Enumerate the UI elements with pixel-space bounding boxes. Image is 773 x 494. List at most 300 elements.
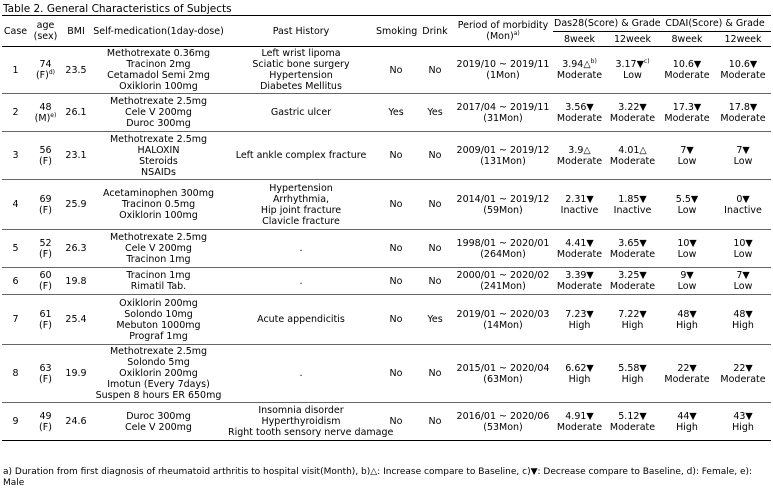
age-sex [29, 132, 62, 180]
history-list [227, 132, 375, 180]
grade-label: High [676, 319, 698, 331]
header-period [453, 16, 553, 47]
age-sex [29, 230, 62, 268]
header-das-8week: 8week [553, 32, 606, 47]
case-number: 3 [2, 132, 29, 180]
cdai-8week [659, 230, 715, 268]
age-sex [29, 295, 62, 345]
period-months: (1Mon) [486, 70, 520, 81]
score-value: 10.6▼ [672, 59, 702, 70]
drink-value: No [417, 403, 453, 441]
period-months: (53Mon) [483, 421, 523, 433]
medication-list [90, 345, 227, 403]
das-8week [553, 268, 606, 295]
bmi-value: 25.9 [62, 180, 90, 230]
drink-value: No [417, 345, 453, 403]
drink-value: No [417, 230, 453, 268]
header-case: Case [2, 16, 29, 47]
medication-item: Oxiklorin 200mg [119, 368, 198, 379]
das-12week [606, 94, 659, 132]
score-value: 10▼ [677, 237, 697, 249]
history-item: Diabetes Mellitus [260, 81, 342, 92]
medication-item: Oxiklorin 100mg [119, 210, 198, 221]
smoking-value: No [375, 403, 417, 441]
case-number: 5 [2, 230, 29, 268]
bmi-value: 23.1 [62, 132, 90, 180]
score-value: 17.3▼ [672, 101, 702, 113]
grade-label: Low [677, 155, 697, 167]
das-12week [606, 295, 659, 345]
footnote-marker: e) [50, 111, 57, 119]
history-item: Clavicle fracture [262, 215, 340, 227]
history-item: Right tooth sensory nerve damage [228, 427, 394, 438]
medication-item: Imotun (Every 7days) [107, 379, 210, 390]
history-list [227, 268, 375, 295]
age-sex [29, 268, 62, 295]
grade-label: Low [733, 248, 753, 260]
medication-item: Tracinon 0.5mg [121, 199, 196, 210]
grade-label: Moderate [556, 112, 603, 124]
table-body [2, 47, 771, 441]
cdai-8week [659, 295, 715, 345]
grade-label: Low [677, 248, 697, 260]
smoking-value: No [375, 295, 417, 345]
score-value: 44▼ [677, 410, 697, 422]
smoking-value: No [375, 230, 417, 268]
table-row [2, 403, 771, 441]
age: 63 [39, 362, 52, 374]
score-value: 4.91▼ [565, 410, 594, 422]
medication-item: Tracinon 2mg [126, 59, 191, 70]
history-list [227, 403, 394, 441]
grade-label: Moderate [609, 112, 656, 124]
sex: (F) [39, 281, 52, 292]
period-months: (264Mon) [480, 248, 526, 260]
table-row [2, 132, 771, 180]
age: 60 [39, 270, 52, 281]
score-value: 7.22▼ [618, 308, 647, 320]
history-list [227, 180, 375, 230]
grade-label: Inactive [613, 204, 652, 216]
das-12week [606, 268, 659, 295]
drink-value: Yes [417, 94, 453, 132]
bmi-value: 26.1 [62, 94, 90, 132]
grade-label: Moderate [720, 373, 766, 385]
period-months: (241Mon) [480, 281, 526, 292]
grade-label: Moderate [664, 70, 710, 81]
age-sex [29, 345, 62, 403]
das-8week [553, 132, 606, 180]
grade-label: Moderate [556, 155, 603, 167]
cdai-8week [659, 403, 715, 441]
cdai-8week [659, 180, 715, 230]
period-range: 2017/04 ~ 2019/11 [456, 101, 550, 113]
drink-value: No [417, 268, 453, 295]
age: 49 [39, 410, 52, 422]
score-value: 22▼ [733, 362, 753, 374]
footnote-marker: b) [590, 57, 597, 65]
cdai-12week [715, 403, 771, 441]
medication-item: Methotrexate 2.5mg [109, 133, 208, 145]
score-value: 48▼ [733, 308, 753, 320]
das-8week [553, 403, 606, 441]
period-value [453, 403, 553, 441]
medication-item: Tracinon 1mg [126, 254, 191, 265]
sex: (F) [39, 204, 52, 216]
header-medication: Self-medication(1day-dose) [90, 16, 227, 47]
das-12week [606, 403, 659, 441]
period-months: (31Mon) [483, 112, 523, 124]
score-value: 0▼ [736, 193, 750, 205]
age: 56 [39, 144, 52, 156]
grade-label: Moderate [664, 112, 710, 124]
score-value: 5.12▼ [618, 410, 647, 422]
grade-label: Moderate [720, 70, 766, 81]
period-value [453, 47, 553, 94]
case-number: 8 [2, 345, 29, 403]
smoking-value: No [375, 180, 417, 230]
cdai-12week [715, 180, 771, 230]
grade-label: Low [733, 281, 753, 292]
table-row [2, 345, 771, 403]
header-row [2, 16, 771, 32]
grade-label: Moderate [609, 155, 656, 167]
medication-item: Tracinon 1mg [126, 270, 191, 281]
bmi-value: 19.8 [62, 268, 90, 295]
score-value: 4.41▼ [565, 237, 594, 249]
age-sex [29, 94, 62, 132]
medication-item: Prograf 1mg [129, 330, 188, 342]
cdai-12week [715, 230, 771, 268]
score-value: 17.8▼ [728, 101, 758, 113]
drink-value: Yes [417, 295, 453, 345]
header-history: Past History [227, 16, 375, 47]
das-12week [606, 180, 659, 230]
das-12week [606, 132, 659, 180]
header-cdai-12week: 12week [715, 32, 771, 47]
history-item: Left ankle complex fracture [235, 150, 367, 161]
sex: (F) [39, 248, 52, 260]
header-bmi: BMI [62, 16, 90, 47]
period-range: 2014/01 ~ 2019/12 [456, 193, 550, 205]
cdai-8week [659, 47, 715, 94]
table-row [2, 47, 771, 94]
medication-item: NSAIDs [141, 166, 176, 178]
header-period-line1: Period of morbidity [457, 20, 549, 31]
medication-item: Cele V 200mg [125, 421, 192, 433]
grade-label: Moderate [720, 112, 766, 124]
sex: (F) [39, 319, 52, 331]
age: 74 [39, 59, 52, 70]
header-drink: Drink [417, 16, 453, 47]
grade-label: Moderate [556, 421, 603, 433]
das-8week [553, 230, 606, 268]
case-number: 2 [2, 94, 29, 132]
history-item: Gastric ulcer [270, 107, 332, 118]
medication-item: Oxiklorin 200mg [119, 297, 198, 309]
cdai-12week [715, 47, 771, 94]
medication-item: Methotrexate 2.5mg [109, 346, 208, 357]
age-sex [29, 47, 62, 94]
score-value: 48▼ [677, 308, 697, 320]
das-12week [606, 345, 659, 403]
grade-label: Low [677, 281, 697, 292]
history-item: Acute appendicitis [257, 314, 345, 325]
medication-list [90, 132, 227, 180]
score-value: 10▼ [733, 237, 753, 249]
period-value [453, 230, 553, 268]
grade-label: Moderate [556, 70, 603, 81]
smoking-value: Yes [375, 94, 417, 132]
history-item: . [299, 368, 303, 379]
header-cdai-8week: 8week [659, 32, 715, 47]
drink-value: No [417, 132, 453, 180]
medication-item: Rimatil Tab. [130, 281, 187, 292]
score-value: 3.22▼ [618, 101, 647, 113]
history-item: . [299, 275, 303, 287]
age: 52 [39, 237, 52, 249]
score-value: 7.23▼ [565, 308, 594, 320]
medication-list [90, 268, 227, 295]
drink-value: No [417, 180, 453, 230]
sex: (F) [39, 421, 52, 433]
score-value: 3.17▼$^{c)}$ [615, 57, 650, 70]
medication-list [90, 47, 227, 94]
score-value: 4.01△ [618, 144, 647, 156]
period-range: 2019/10 ~ 2019/11 [456, 59, 550, 70]
table-row [2, 230, 771, 268]
grade-label: Inactive [724, 204, 762, 216]
smoking-value: No [375, 132, 417, 180]
grade-label: Moderate [556, 248, 603, 260]
period-range: 2016/01 ~ 2020/06 [456, 410, 550, 422]
das-8week [553, 345, 606, 403]
history-item: Insomnia disorder [258, 405, 344, 416]
medication-item: Duroc 300mg [126, 118, 191, 129]
header-smoking: Smoking [375, 16, 417, 47]
header-cdai: CDAI(Score) & Grade [659, 16, 771, 32]
history-item: Hypertension [269, 182, 333, 194]
cdai-12week [715, 345, 771, 403]
das-12week [606, 230, 659, 268]
das-8week [553, 94, 606, 132]
case-number: 1 [2, 47, 29, 94]
header-age: age [36, 20, 55, 31]
history-item: Sciatic bone surgery [252, 59, 350, 70]
age-sex [29, 180, 62, 230]
medication-item: Steroids [139, 155, 178, 167]
grade-label: Moderate [609, 421, 656, 433]
sex: $(M)^{e)}$ [34, 111, 57, 124]
grade-label: High [568, 373, 591, 385]
period-months: (59Mon) [483, 204, 523, 216]
medication-item: Methotrexate 2.5mg [109, 96, 208, 107]
grade-label: Moderate [556, 281, 603, 292]
das-8week [553, 180, 606, 230]
score-value: 7▼ [680, 144, 694, 156]
age: 61 [39, 308, 52, 320]
bmi-value: 24.6 [62, 403, 90, 441]
period-value [453, 268, 553, 295]
score-value: 5.58▼ [618, 362, 647, 374]
score-value: 7▼ [736, 270, 750, 281]
grade-label: Low [733, 155, 753, 167]
header-period-line2: (Mon)$^{a)}$ [486, 29, 520, 42]
medication-item: Suspen 8 hours ER 650mg [95, 390, 222, 401]
drink-value: No [417, 47, 453, 94]
footnote-marker: d) [48, 68, 56, 76]
grade-label: High [676, 421, 698, 433]
score-value: 3.9△ [568, 144, 591, 156]
table-row [2, 295, 771, 345]
medication-item: Mebuton 1000mg [116, 319, 201, 331]
header-das28: Das28(Score) & Grade [553, 16, 659, 32]
period-months: (63Mon) [483, 373, 523, 385]
case-number: 6 [2, 268, 29, 295]
age: 69 [39, 193, 52, 205]
header-sex: (sex) [33, 31, 58, 42]
cdai-12week [715, 94, 771, 132]
period-range: 2015/01 ~ 2020/04 [456, 362, 550, 374]
sex: $(F)^{d)}$ [35, 68, 56, 81]
bmi-value: 19.9 [62, 345, 90, 403]
score-value: 3.25▼ [618, 270, 647, 281]
cdai-8week [659, 345, 715, 403]
smoking-value: No [375, 345, 417, 403]
history-item: Arrhythmia, [272, 193, 330, 205]
grade-label: Moderate [609, 248, 656, 260]
period-value [453, 132, 553, 180]
period-months: (14Mon) [483, 319, 523, 331]
score-value: 3.39▼ [565, 270, 594, 281]
medication-list [90, 230, 227, 268]
grade-label: High [732, 319, 754, 331]
score-value: 22▼ [677, 362, 697, 374]
grade-label: High [621, 373, 644, 385]
period-value [453, 94, 553, 132]
grade-label: High [732, 421, 754, 433]
bmi-value: 26.3 [62, 230, 90, 268]
case-number: 7 [2, 295, 29, 345]
medication-item: Acetaminophen 300mg [102, 188, 215, 199]
history-list [227, 94, 375, 132]
cdai-8week [659, 268, 715, 295]
medication-item: Methotrexate 2.5mg [109, 232, 208, 243]
score-value: 10.6▼ [728, 59, 758, 70]
score-value: 3.65▼ [618, 237, 647, 249]
header-das-12week: 12week [606, 32, 659, 47]
cdai-8week [659, 132, 715, 180]
grade-label: High [621, 319, 644, 331]
table-caption: Table 2. General Characteristics of Subjects [3, 3, 232, 15]
medication-item: Cele V 200mg [125, 243, 192, 254]
history-list [227, 230, 375, 268]
cdai-12week [715, 268, 771, 295]
score-value: 2.31▼ [565, 193, 594, 205]
grade-label: Low [623, 70, 642, 81]
bmi-value: 25.4 [62, 295, 90, 345]
grade-label: Inactive [560, 204, 599, 216]
smoking-value: No [375, 268, 417, 295]
period-range: 1998/01 ~ 2020/01 [456, 237, 550, 249]
age: 48 [39, 101, 52, 113]
footnote-marker: c) [643, 57, 650, 65]
medication-item: Cele V 200mg [125, 107, 192, 118]
score-value: 43▼ [733, 410, 753, 422]
table-row [2, 268, 771, 295]
period-value [453, 345, 553, 403]
age-sex [29, 403, 62, 441]
bmi-value: 23.5 [62, 47, 90, 94]
medication-list [90, 403, 227, 441]
medication-list [90, 94, 227, 132]
medication-item: Duroc 300mg [126, 410, 191, 422]
cdai-8week [659, 94, 715, 132]
score-value: 1.85▼ [618, 193, 647, 205]
history-list [227, 345, 375, 403]
header-age-sex [29, 16, 62, 47]
period-range: 2019/01 ~ 2020/03 [456, 308, 550, 320]
das-8week [553, 295, 606, 345]
das-8week [553, 47, 606, 94]
sex: (F) [39, 155, 52, 167]
grade-label: Low [677, 204, 697, 216]
period-range: 2000/01 ~ 2020/02 [456, 270, 550, 281]
medication-list [90, 180, 227, 230]
characteristics-table [2, 15, 771, 441]
medication-item: Solondo 10mg [124, 308, 193, 320]
history-list [227, 295, 375, 345]
medication-list [90, 295, 227, 345]
grade-label: Moderate [609, 281, 656, 292]
score-value: 3.56▼ [565, 101, 594, 113]
medication-item: Oxiklorin 100mg [119, 81, 198, 92]
medication-item: Cetamadol Semi 2mg [107, 70, 210, 81]
medication-item: Solondo 5mg [127, 357, 190, 368]
das-12week [606, 47, 659, 94]
case-number: 4 [2, 180, 29, 230]
score-value: 7▼ [736, 144, 750, 156]
footnote: a) Duration from first diagnosis of rheumatoid arthritis to hospital visit(Month), b)△: Increase compare to Baseline, c)▼: Decrease compare to Baseline, d): Female, e): Male [3, 467, 753, 488]
grade-label: High [568, 319, 591, 331]
medication-item: HALOXIN [137, 144, 180, 156]
score-value: 5.5▼ [675, 193, 699, 205]
period-months: (131Mon) [480, 155, 526, 167]
cdai-12week [715, 295, 771, 345]
case-number: 9 [2, 403, 29, 441]
history-item: Left wrist lipoma [261, 48, 341, 59]
score-value: 3.94△$^{b)}$ [562, 57, 597, 70]
period-value [453, 295, 553, 345]
sex: (F) [39, 373, 52, 385]
period-range: 2009/01 ~ 2019/12 [456, 144, 550, 156]
history-list [227, 47, 375, 94]
history-item: Hyperthyroidism [261, 416, 341, 427]
history-item: Hip joint fracture [260, 204, 342, 216]
grade-label: Moderate [664, 373, 710, 385]
medication-item: Methotrexate 0.36mg [106, 48, 211, 59]
score-value: 6.62▼ [565, 362, 594, 374]
period-value [453, 180, 553, 230]
footnote-marker: a) [513, 29, 520, 37]
table-row [2, 180, 771, 230]
cdai-12week [715, 132, 771, 180]
history-item: Hypertension [269, 70, 333, 81]
score-value: 9▼ [680, 270, 694, 281]
history-item: . [299, 243, 303, 254]
table-row [2, 94, 771, 132]
smoking-value: No [375, 47, 417, 94]
